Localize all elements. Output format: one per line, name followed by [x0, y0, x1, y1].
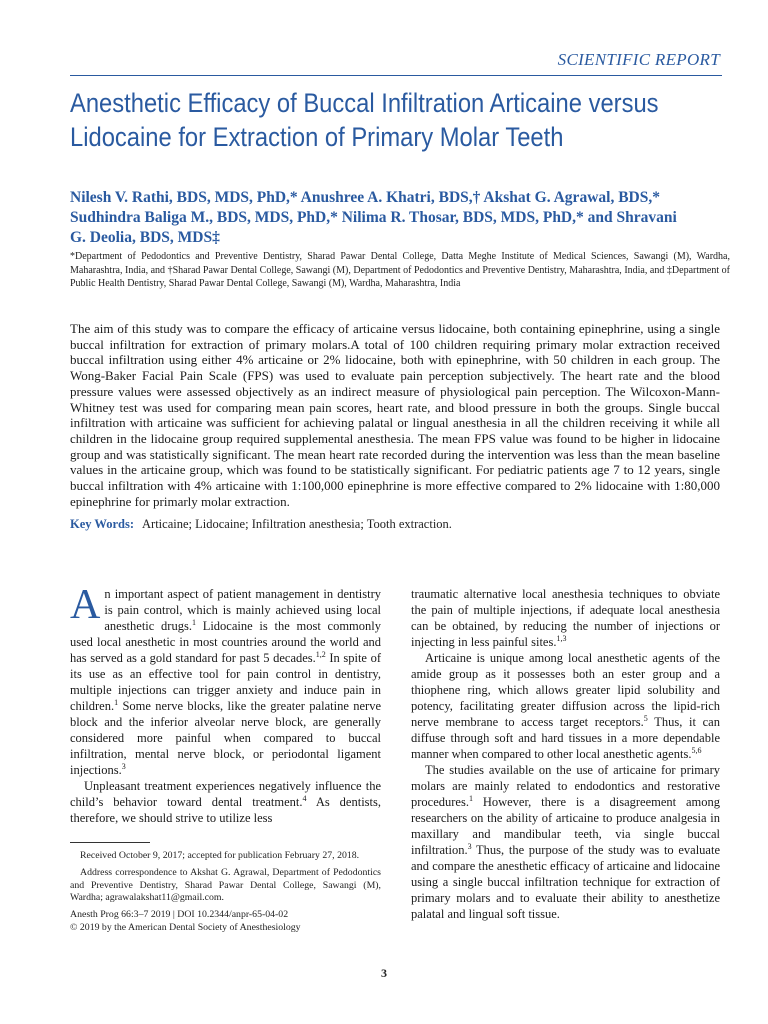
footnotes: [70, 850, 381, 935]
received-note: Received October 9, 2017; accepted for publication February 27, 2018.: [80, 850, 360, 861]
author-line-1: Nilesh V. Rathi, BDS, MDS, PhD,* Anushree A. Khatri, BDS,† Akshat G. Agrawal, BDS,*: [70, 189, 660, 206]
keywords: [70, 516, 720, 532]
paragraph: [70, 582, 381, 778]
citation-ref: 4: [302, 793, 307, 803]
citation-ref: 1: [468, 793, 473, 803]
title-line-2: Lidocaine for Extraction of Primary Molar Teeth: [70, 122, 564, 152]
paragraph: [411, 586, 720, 650]
body-column-right: [411, 586, 720, 922]
citation-ref: 3: [467, 841, 472, 851]
body-text: As dentists, therefore, we should strive to utilize less: [70, 795, 381, 825]
paragraph: [411, 762, 720, 922]
copyright-note: © 2019 by the American Dental Society of Anesthesiology: [70, 921, 301, 933]
citation-ref: 5,6: [691, 745, 702, 755]
section-label: SCIENTIFIC REPORT: [557, 50, 720, 69]
citation-ref: 1: [114, 697, 119, 707]
drop-cap: A: [70, 582, 101, 628]
body-text: However, there is a disagreement among researchers on the ability of articaine to produce analgesia in maxillary and mandibular teeth, via single buccal infiltration.: [411, 795, 720, 857]
body-text: Lidocaine is the most commonly used local anesthetic in most countries around the world and has served as a gold standard for past 5 decades.: [70, 619, 381, 665]
citation-ref: 5: [643, 713, 648, 723]
paragraph: [70, 778, 381, 826]
body-column-left: [70, 582, 381, 826]
author-line-2: Sudhindra Baliga M., BDS, MDS, PhD,* Nilima R. Thosar, BDS, MDS, PhD,* and Shravani: [70, 209, 677, 226]
author-list: [70, 188, 730, 248]
journal-citation: Anesth Prog 66:3–7 2019 | DOI 10.2344/anpr-65-04-02: [70, 909, 289, 921]
body-text: Some nerve blocks, like the greater palatine nerve block and the inferior alveolar nerve block, are generally considered more painful when compared to buccal infiltration, mental nerve block, or periodontal ligament injections.: [70, 699, 381, 777]
title-line-1: Anesthetic Efficacy of Buccal Infiltration Articaine versus: [70, 88, 659, 118]
keywords-label: Key Words:: [70, 517, 135, 531]
body-text: Unpleasant treatment experiences negatively influence the child’s behavior toward dental treatment.: [70, 779, 381, 809]
keywords-text: Articaine; Lidocaine; Infiltration anesthesia; Tooth extraction.: [142, 517, 452, 531]
body-text: n important aspect of patient management in dentistry is pain control, which is mainly achieved using local anesthetic drugs.: [104, 587, 381, 633]
citation-ref: 1,3: [556, 633, 567, 643]
author-line-3: G. Deolia, BDS, MDS‡: [70, 229, 220, 246]
footnote-rule: [70, 842, 150, 843]
paragraph: [411, 650, 720, 762]
body-text: Articaine is unique among local anesthetic agents of the amide group as it possesses both an ester group and a thiophene ring, which allows greater lipid solubility and potency, facilitating greater diffusion across the lipid-rich nerve membrane to access target receptors.: [411, 651, 720, 729]
body-text: traumatic alternative local anesthesia techniques to obviate the pain of multiple injections, if adequate local anesthesia can be obtained, by reducing the number of injections or injecting in less painful sites.: [411, 587, 720, 649]
correspondence-note: Address correspondence to Akshat G. Agrawal, Department of Pedodontics and Preventive Dentistry, Sharad Pawar Dental College, Sawangi (M), Wardha; agrawalakshat11@gmail.com.: [70, 866, 381, 904]
citation-ref: 1,2: [315, 649, 326, 659]
header-rule: [70, 75, 722, 76]
abstract: The aim of this study was to compare the efficacy of articaine versus lidocaine, both containing epinephrine, using a single buccal infiltration for extraction of primary molars.A total of 100 children requiring primary molar extraction received buccal infiltration using either 4% articaine or 2% lidocaine, both with epinephrine, with 50 children in each group. The Wong-Baker Facial Pain Scale (FPS) was used to evaluate pain perception subjectively. The heart rate and the blood pressure values were assessed objectively as an indirect measure of physiological pain perception. The Wilcoxon-Mann-Whitney test was used for comparing mean pain scores, heart rate, and blood pressure in both the groups. Single buccal infiltration with articaine was sufficient for achieving palatal or lingual anesthesia in all the children receiving it while all children in the lidocaine group required supplemental anesthesia. The mean FPS value was found to be higher in lidocaine group and was statistically significant. The mean heart rate recorded during the intervention was less than the mean baseline values in the articaine group, which was found to be statistically significant. For pediatric patients age 7 to 12 years, single buccal infiltration with 4% articaine with 1:100,000 epinephrine is more effective compared to 2% lidocaine with 1:80,000 epinephrine for primarly molar extraction.: [70, 321, 720, 509]
body-text: The studies available on the use of articaine for primary molars are mainly related to endodontics and restorative procedures.: [411, 763, 720, 809]
body-text: In spite of its use as an effective tool for pain control in dentistry, multiple injections can trigger anxiety and induce pain in children.: [70, 651, 381, 713]
body-text: Thus, it can diffuse through soft and hard tissues in a more dependable manner when compared to other local anesthetic agents.: [411, 715, 720, 761]
page-number: 3: [381, 966, 387, 980]
article-title: [70, 86, 659, 154]
body-text: Thus, the purpose of the study was to evaluate and compare the anesthetic efficacy of articaine and lidocaine using a single buccal infiltration technique for extraction of primary molars and to evaluate their ability to anesthetize palatal and lingual soft tissue.: [411, 843, 720, 921]
citation-ref: 3: [121, 761, 126, 771]
citation-ref: 1: [191, 617, 196, 627]
affiliations: *Department of Pedodontics and Preventive Dentistry, Sharad Pawar Dental College, Datta Meghe Institute of Medical Sciences, Sawangi (M), Wardha, Maharashtra, India, and †Sharad Pawar Dental College, Sawangi (M), Department of Pedodontics and Preventive Dentistry, Maharashtra, India, and ‡Department of Public Health Dentistry, Sharad Pawar Dental College, Sawangi (M), Wardha, Maharashtra, India: [70, 251, 730, 289]
